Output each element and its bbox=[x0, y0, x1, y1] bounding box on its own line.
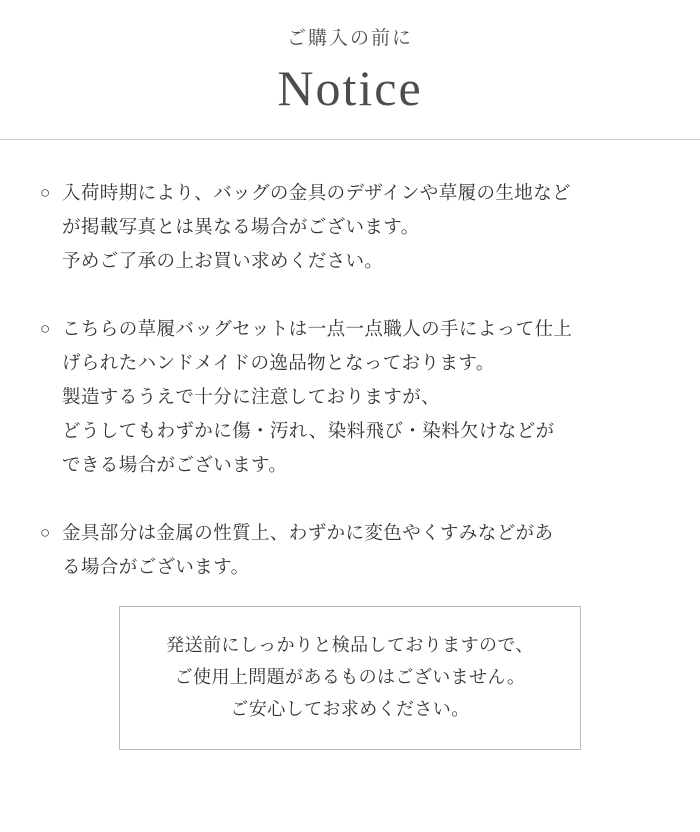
callout-box bbox=[119, 606, 581, 750]
callout-line: 発送前にしっかりと検品しておりますので、 bbox=[166, 635, 534, 656]
circle-bullet-icon: ○ bbox=[40, 523, 51, 543]
note-line: どうしてもわずかに傷・汚れ、染料飛び・染料欠けなどが bbox=[62, 420, 555, 442]
note-body bbox=[62, 312, 660, 482]
note-line: 入荷時期により、バッグの金具のデザインや草履の生地など bbox=[62, 182, 572, 204]
list-item bbox=[40, 176, 660, 278]
note-line: げられたハンドメイドの逸品物となっております。 bbox=[62, 352, 495, 374]
notes-list bbox=[0, 140, 700, 584]
circle-bullet-icon: ○ bbox=[40, 183, 51, 203]
circle-bullet-icon: ○ bbox=[40, 319, 51, 339]
callout-box-wrapper bbox=[0, 584, 700, 750]
callout-line: ご安心してお求めください。 bbox=[230, 699, 470, 720]
note-body bbox=[62, 516, 660, 584]
note-line: 製造するうえで十分に注意しておりますが、 bbox=[62, 386, 441, 408]
header-kicker: ご購入の前に bbox=[286, 28, 413, 49]
note-body bbox=[62, 176, 660, 278]
page-title: Notice bbox=[277, 59, 423, 116]
callout-line: ご使用上問題があるものはございません。 bbox=[174, 667, 526, 688]
list-item bbox=[40, 516, 660, 584]
note-line: できる場合がございます。 bbox=[62, 454, 288, 476]
list-item bbox=[40, 312, 660, 482]
note-line: 金具部分は金属の性質上、わずかに変色やくすみなどがあ bbox=[62, 522, 554, 544]
note-line: る場合がございます。 bbox=[62, 556, 250, 578]
note-line: こちらの草履バッグセットは一点一点職人の手によって仕上 bbox=[62, 318, 573, 340]
page-header bbox=[0, 0, 700, 119]
note-line: が掲載写真とは異なる場合がございます。 bbox=[62, 216, 420, 238]
note-line: 予めご了承の上お買い求めください。 bbox=[62, 250, 384, 272]
